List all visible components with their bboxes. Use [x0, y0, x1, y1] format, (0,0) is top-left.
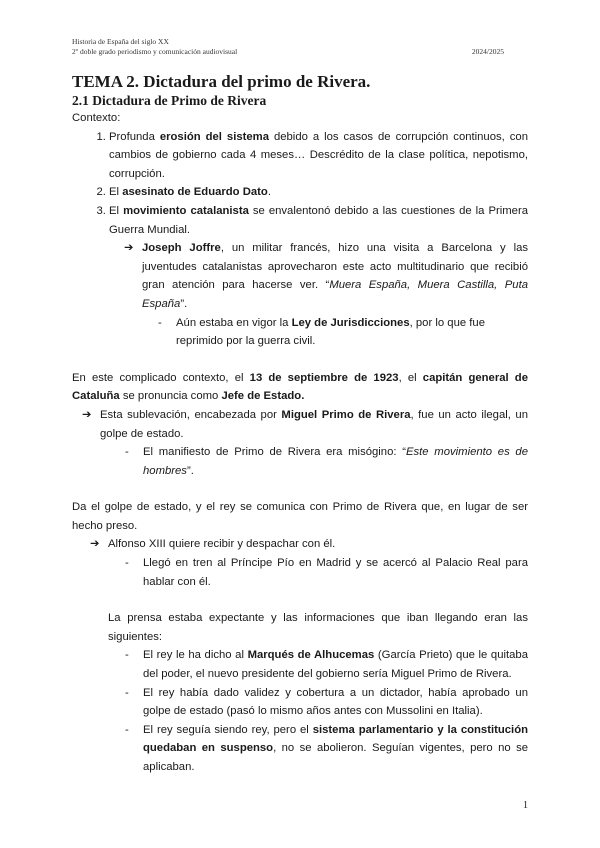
dash-marker: - — [125, 557, 129, 570]
dash-marker: - — [125, 649, 129, 662]
header-course: Historia de España del siglo XX — [72, 37, 169, 46]
list-item: - El manifiesto de Primo de Rivera era misógino: “Este movimiento es de hombres”. — [125, 443, 528, 480]
page-number: 1 — [523, 800, 528, 811]
header-year: 2024/2025 — [471, 47, 504, 56]
header-degree: 2º doble grado periodismo y comunicación audiovisual — [72, 47, 238, 56]
list-item: ➔ Esta sublevación, encabezada por Miguel Primo de Rivera, fue un acto ilegal, un golpe de estado. — [82, 406, 528, 443]
list-item: - El rey le ha dicho al Marqués de Alhucemas (García Prieto) que le quitaba del poder, el nuevo presidente del gobierno sería Miguel Primo de Rivera. — [125, 646, 528, 683]
page-title: TEMA 2. Dictadura del primo de Rivera. — [72, 72, 371, 91]
dash-marker: - — [125, 446, 129, 459]
list-item: 3. El movimiento catalanista se envalentonó debido a las cuestiones de la Primera Guerra Mundial. — [109, 202, 528, 239]
list-item: ➔ Alfonso XIII quiere recibir y despachar con él. — [90, 535, 528, 554]
dash-marker: - — [125, 723, 129, 736]
paragraph: En este complicado contexto, el 13 de septiembre de 1923, el capitán general de Cataluña se pronuncia como Jefe de Estado. — [72, 371, 528, 403]
arrow-icon: ➔ — [124, 242, 134, 255]
context-list — [72, 128, 528, 240]
section-title: 2.1 Dictadura de Primo de Rivera — [72, 93, 267, 108]
list-item: - El rey seguía siendo rey, pero el sistema parlamentario y la constitución quedaban en suspenso, no se abolieron. Seguían vigentes, pero no se aplicaban. — [125, 721, 528, 777]
list-item: 1. Profunda erosión del sistema debido a los casos de corrupción continuos, con cambios de gobierno cada 4 meses… Descrédito de la clase política, nepotismo, corrupción. — [109, 128, 528, 184]
list-item: 2. El asesinato de Eduardo Dato. — [109, 183, 528, 202]
document-body — [72, 109, 528, 777]
arrow-icon: ➔ — [82, 408, 92, 421]
list-item: - El rey había dado validez y cobertura a un dictador, había aprobado un golpe de estado (pasó lo mismo años antes con Mussolini en Italia). — [125, 684, 528, 721]
dash-marker: - — [158, 316, 162, 329]
dash-marker: - — [125, 686, 129, 699]
list-item: - Llegó en tren al Príncipe Pío en Madrid y se acercó al Palacio Real para hablar con él. — [125, 554, 528, 591]
list-item: ➔ Joseph Joffre, un militar francés, hizo una visita a Barcelona y las juventudes catalanistas aprovecharon este acto multitudinario que recibió gran atención para hacerse ver. “Muera España, Muera Castilla, Puta España”. — [124, 239, 528, 313]
paragraph: La prensa estaba expectante y las informaciones que iban llegando eran las siguientes: — [108, 612, 528, 643]
document-header — [72, 37, 237, 57]
contexto-label: Contexto: — [72, 112, 121, 124]
paragraph: Da el golpe de estado, y el rey se comunica con Primo de Rivera que, en lugar de ser hecho preso. — [72, 501, 528, 532]
arrow-icon: ➔ — [90, 538, 100, 551]
list-item: - Aún estaba en vigor la Ley de Jurisdicciones, por lo que fue reprimido por la guerra civil. — [158, 314, 528, 351]
